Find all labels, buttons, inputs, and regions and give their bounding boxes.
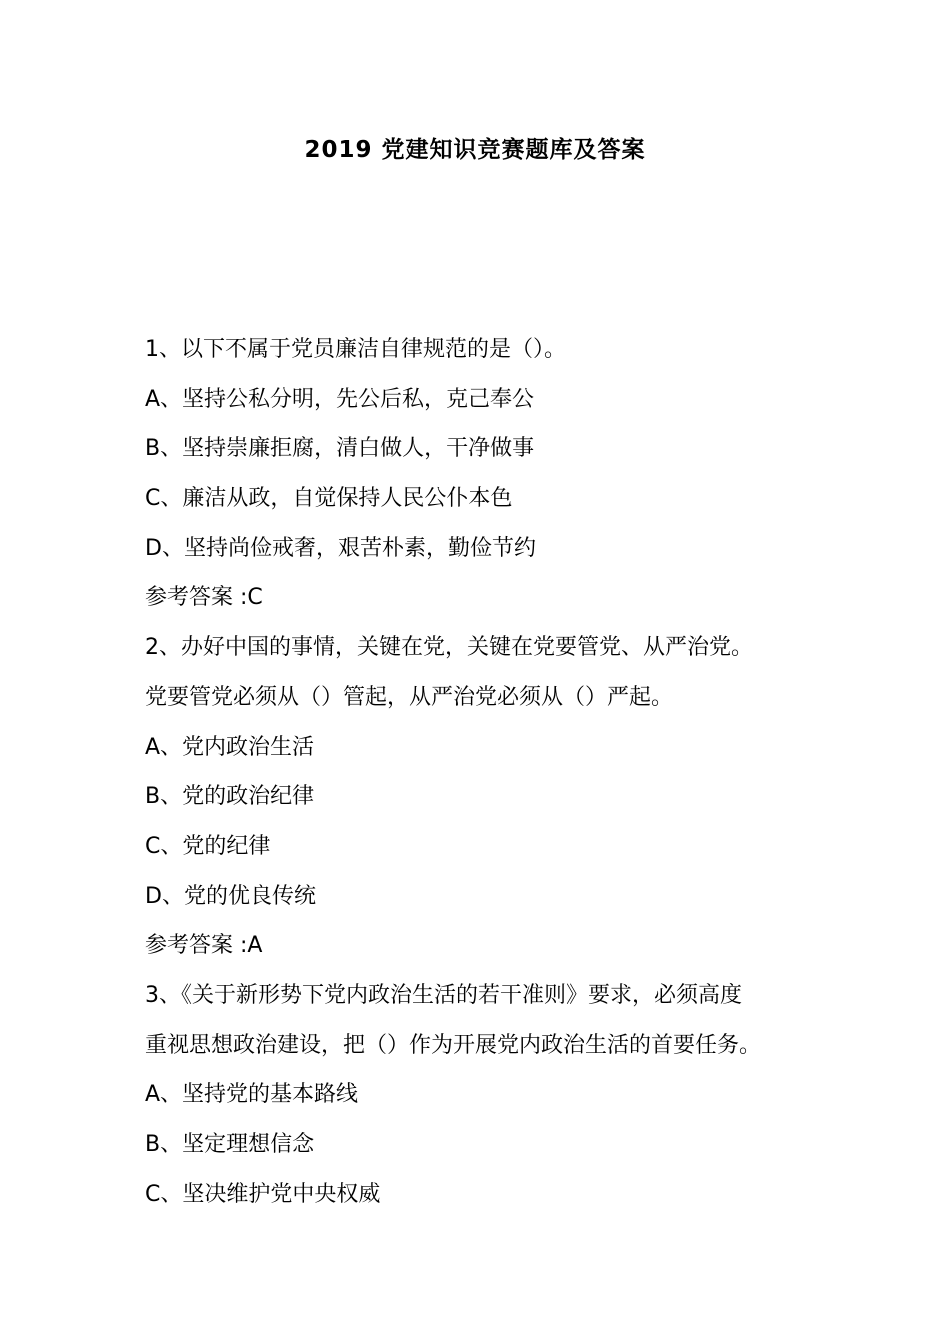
question-1-option-d: D、坚持尚俭戒奢，艰苦朴素，勤俭节约 <box>145 535 536 561</box>
question-3-option-b: B、坚定理想信念 <box>145 1132 315 1157</box>
question-3-text-line-2: 重视思想政治建设，把（）作为开展党内政治生活的首要任务。 <box>145 1032 762 1058</box>
question-3-option-c: C、坚决维护党中央权威 <box>145 1181 381 1207</box>
question-1-option-b: B、坚持崇廉拒腐，清白做人，干净做事 <box>145 436 535 462</box>
question-1-text: 1、以下不属于党员廉洁自律规范的是（）。 <box>145 337 566 362</box>
question-1-option-c: C、廉洁从政，自觉保持人民公仆本色 <box>145 486 513 512</box>
question-2-option-d: D、党的优良传统 <box>145 883 316 909</box>
document-title: 2019 党建知识竞赛题库及答案 <box>304 137 646 163</box>
document-body <box>145 336 845 1230</box>
question-2-text-line-1: 2、办好中国的事情，关键在党，关键在党要管党、从严治党。 <box>145 635 753 661</box>
question-2-option-a: A、党内政治生活 <box>145 734 315 760</box>
question-2-option-c: C、党的纪律 <box>145 833 271 859</box>
question-1-option-a: A、坚持公私分明，先公后私，克己奉公 <box>145 386 535 412</box>
question-2-option-b: B、党的政治纪律 <box>145 784 315 810</box>
question-3-option-a: A、坚持党的基本路线 <box>145 1082 359 1108</box>
question-1-answer: 参考答案 :C <box>145 585 263 611</box>
question-2-text-line-2: 党要管党必须从（）管起，从严治党必须从（）严起。 <box>145 684 674 710</box>
question-3-text-line-1: 3、《关于新形势下党内政治生活的若干准则》要求，必须高度 <box>145 982 742 1008</box>
question-2-answer: 参考答案 :A <box>145 933 263 959</box>
